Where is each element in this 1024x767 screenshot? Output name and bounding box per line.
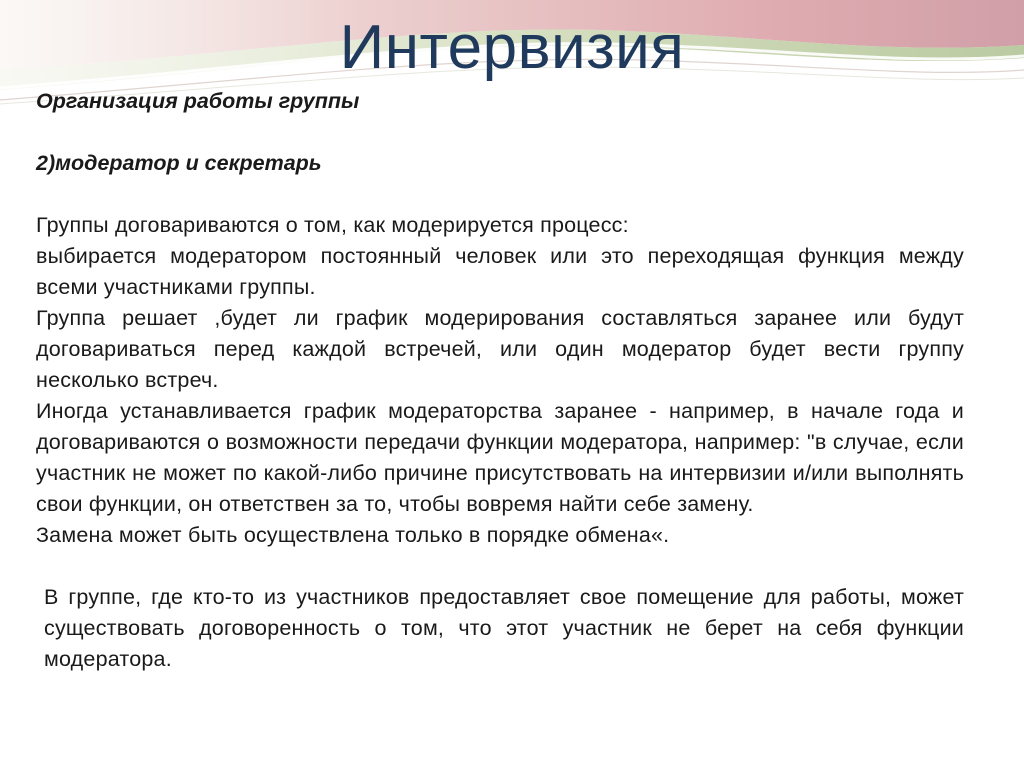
paragraph: Группы договариваются о том, как модерируется процесс: (36, 213, 629, 237)
paragraph: Иногда устанавливается график модераторства заранее - например, в начале года и договариваются о возможности передачи функции модератора, например: "в случае, если участник не может по какой-либо причине присутствовать на интервизии и/или выполнять свои функции, он ответствен за то, чтобы вовремя найти себе замену. (36, 399, 964, 516)
spacer (36, 179, 964, 210)
paragraph: Группа решает ,будет ли график модерирования составляться заранее или будут договариваться перед каждой встречей, или один модератор будет вести группу несколько встреч. (36, 306, 964, 392)
paragraph: Замена может быть осуществлена только в порядке обмена«. (36, 523, 670, 547)
slide-content (36, 86, 964, 675)
slide-title: Интервизия (339, 13, 685, 82)
subheading-organization: Организация работы группы (36, 89, 360, 113)
final-paragraph: В группе, где кто-то из участников предоставляет свое помещение для работы, может существовать договоренность о том, что этот участник не берет на себя функции модератора. (44, 585, 964, 671)
spacer (36, 551, 964, 582)
spacer (36, 117, 964, 148)
paragraph: выбирается модератором постоянный человек или это переходящая функция между всеми участниками группы. (36, 244, 964, 299)
subheading-moderator: 2)модератор и секретарь (36, 151, 322, 175)
